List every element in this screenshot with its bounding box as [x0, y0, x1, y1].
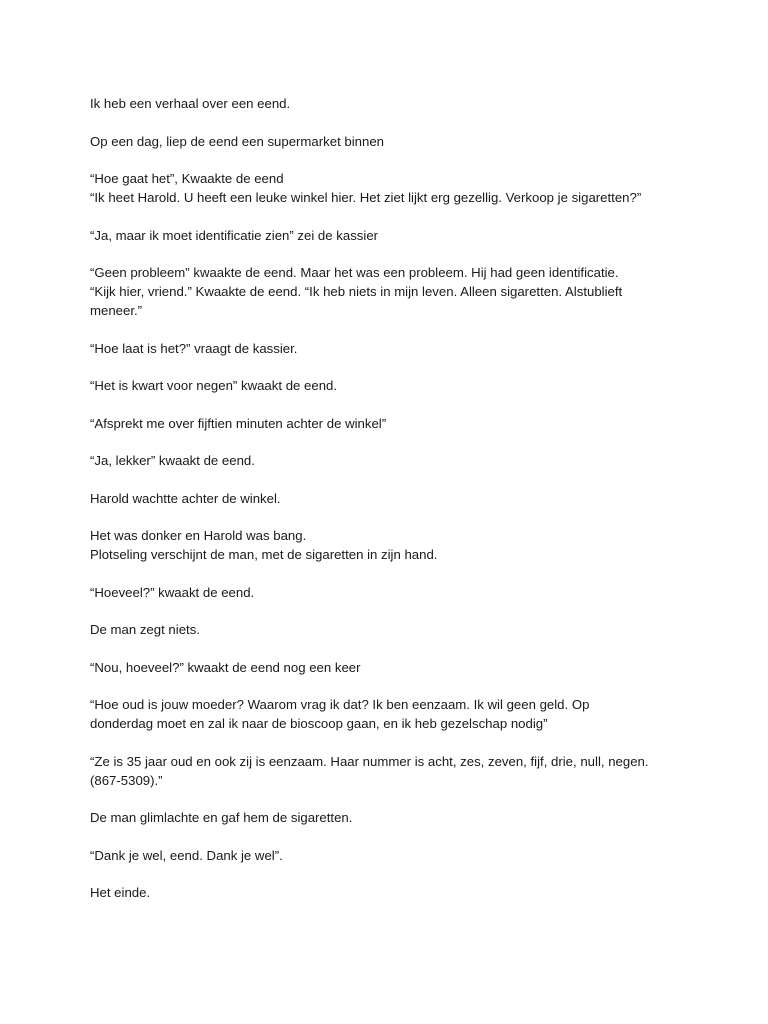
- paragraph: [90, 226, 690, 245]
- text-line: De man zegt niets.: [90, 622, 200, 637]
- paragraph: [90, 169, 690, 207]
- paragraph: [90, 451, 690, 470]
- paragraph: [90, 489, 690, 508]
- text-line: “Kijk hier, vriend.” Kwaakte de eend. “Ik heb niets in mijn leven. Alleen sigaretten. Alstublieft: [90, 284, 623, 299]
- text-line: Het was donker en Harold was bang.: [90, 528, 307, 543]
- text-line: “Ik heet Harold. U heeft een leuke winkel hier. Het ziet lijkt erg gezellig. Verkoop je sigaretten?”: [90, 190, 642, 205]
- paragraph: [90, 526, 690, 564]
- text-line: “Ja, lekker” kwaakt de eend.: [90, 453, 255, 468]
- text-line: meneer.”: [90, 303, 143, 318]
- text-line: Plotseling verschijnt de man, met de sigaretten in zijn hand.: [90, 547, 438, 562]
- text-line: De man glimlachte en gaf hem de sigaretten.: [90, 810, 353, 825]
- text-line: “Hoeveel?” kwaakt de eend.: [90, 584, 255, 600]
- paragraph: [90, 94, 690, 113]
- paragraph: [90, 695, 690, 733]
- text-line: “Hoe oud is jouw moeder? Waarom vrag ik dat? Ik ben eenzaam. Ik wil geen geld. Op: [90, 697, 590, 712]
- text-line: Harold wachtte achter de winkel.: [90, 490, 281, 506]
- document-body: [90, 94, 690, 921]
- paragraph: [90, 339, 690, 358]
- text-line: Ik heb een verhaal over een eend.: [90, 96, 291, 111]
- text-line: “Afsprekt me over fijftien minuten achter de winkel”: [90, 415, 387, 431]
- text-line: “Dank je wel, eend. Dank je wel”.: [90, 847, 283, 863]
- text-line: Op een dag, liep de eend een supermarket binnen: [90, 133, 385, 149]
- text-line: “Nou, hoeveel?” kwaakt de eend nog een keer: [90, 659, 361, 675]
- text-line: donderdag moet en zal ik naar de bioscoop gaan, en ik heb gezelschap nodig”: [90, 716, 548, 731]
- paragraph: [90, 752, 690, 790]
- text-line: “Hoe gaat het”, Kwaakte de eend: [90, 171, 284, 186]
- paragraph: [90, 883, 690, 902]
- text-line: “Ja, maar ik moet identificatie zien” zei de kassier: [90, 227, 379, 243]
- paragraph: [90, 376, 690, 395]
- paragraph: [90, 620, 690, 639]
- paragraph: [90, 808, 690, 827]
- text-line: “Geen probleem” kwaakte de eend. Maar het was een probleem. Hij had geen identificatie.: [90, 265, 619, 280]
- text-line: “Hoe laat is het?” vraagt de kassier.: [90, 340, 298, 356]
- paragraph: [90, 846, 690, 865]
- text-line: “Ze is 35 jaar oud en ook zij is eenzaam. Haar nummer is acht, zes, zeven, fijf, drie, null, negen.: [90, 753, 649, 769]
- paragraph: [90, 263, 690, 320]
- text-line: Het einde.: [90, 885, 151, 900]
- paragraph: [90, 658, 690, 677]
- paragraph: [90, 414, 690, 433]
- text-line: “Het is kwart voor negen” kwaakt de eend.: [90, 378, 338, 393]
- paragraph: [90, 583, 690, 602]
- text-line: (867-5309).”: [90, 772, 163, 788]
- paragraph: [90, 132, 690, 151]
